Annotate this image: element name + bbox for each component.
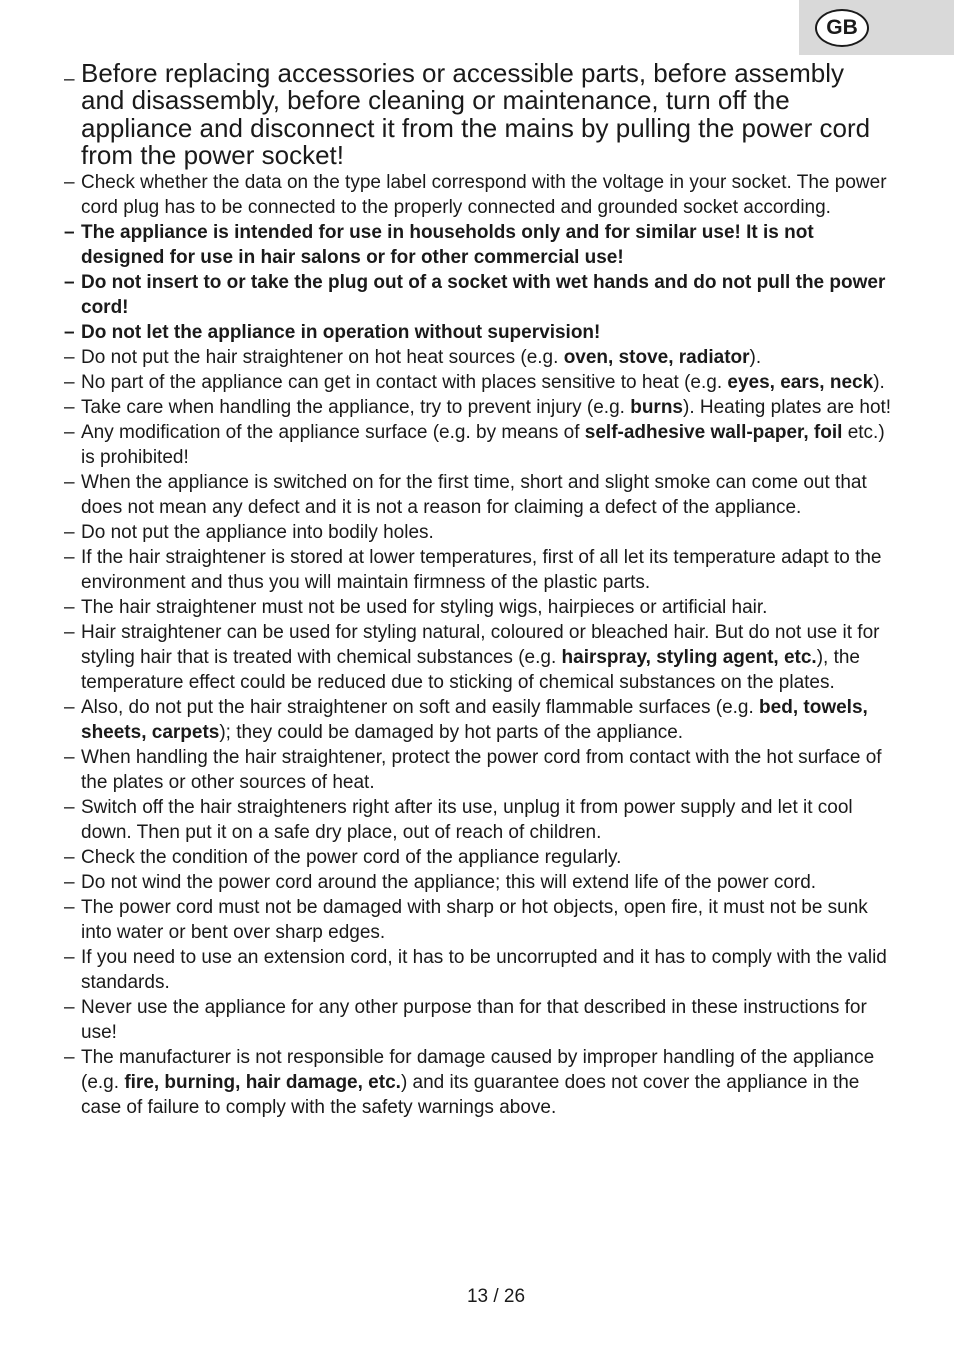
item-text: The power cord must not be damaged with sharp or hot objects, open fire, it must not be sunk into water or bent over sharp edges. <box>81 897 868 944</box>
list-item <box>64 845 892 870</box>
bullet-dash: – <box>64 697 75 719</box>
item-text: Do not put the appliance into bodily holes. <box>81 522 434 544</box>
list-item <box>64 545 892 595</box>
item-emphasis: fire, burning, hair damage, etc. <box>124 1072 401 1094</box>
item-emphasis: hairspray, styling agent, etc. <box>561 647 817 669</box>
list-item <box>64 795 892 845</box>
bullet-dash: – <box>64 372 75 394</box>
bullet-dash: – <box>64 347 75 369</box>
bullet-dash: – <box>64 897 75 919</box>
item-text: The hair straightener must not be used for styling wigs, hairpieces or artificial hair. <box>81 597 768 619</box>
list-item <box>64 420 892 470</box>
item-text: ). Heating plates are hot! <box>683 397 892 419</box>
page-number: 13 / 26 <box>466 1286 526 1307</box>
item-emphasis: eyes, ears, neck <box>727 372 874 394</box>
item-text: The manufacturer is not responsible for damage caused by improper handling of the appliance (e.g. <box>81 1047 875 1094</box>
item-text: ), the temperature effect could be reduced due to sticking of chemical substances on the plates. <box>81 647 861 694</box>
item-emphasis: oven, stove, radiator <box>563 347 750 369</box>
item-text: Also, do not put the hair straightener on soft and easily flammable surfaces (e.g. <box>81 697 760 719</box>
item-text: If the hair straightener is stored at lower temperatures, first of all let its temperature adapt to the environment and thus you will maintain firmness of the plastic parts. <box>81 547 882 594</box>
list-item <box>64 745 892 795</box>
item-text: Any modification of the appliance surface (e.g. by means of <box>81 422 585 444</box>
item-text: Do not let the appliance in operation without supervision! <box>81 322 601 344</box>
list-item <box>64 895 892 945</box>
item-text: If you need to use an extension cord, it has to be uncorrupted and it has to comply with the valid standards. <box>81 947 887 994</box>
bullet-dash: – <box>64 797 75 819</box>
bullet-dash: – <box>64 472 75 494</box>
item-text: Do not put the hair straightener on hot heat sources (e.g. <box>81 347 564 369</box>
bullet-dash: – <box>64 422 75 444</box>
bullet-dash: – <box>64 69 75 90</box>
item-text: ) and its guarantee does not cover the appliance in the case of failure to comply with the safety warnings above. <box>81 1072 860 1119</box>
list-item <box>64 1045 892 1120</box>
bullet-dash: – <box>64 322 75 344</box>
list-item <box>64 60 892 170</box>
item-text: Never use the appliance for any other purpose than for that described in these instructions for use! <box>81 997 867 1044</box>
list-item <box>64 595 892 620</box>
item-text: Check the condition of the power cord of the appliance regularly. <box>81 847 622 869</box>
bullet-dash: – <box>64 222 75 244</box>
bullet-dash: – <box>64 622 75 644</box>
bullet-dash: – <box>64 172 75 194</box>
item-text: ). <box>749 347 762 369</box>
item-text: When the appliance is switched on for the first time, short and slight smoke can come out that does not mean any defect and it is not a reason for claiming a defect of the appliance. <box>81 472 867 519</box>
list-item <box>64 695 892 745</box>
bullet-dash: – <box>64 597 75 619</box>
bullet-dash: – <box>64 847 75 869</box>
bullet-dash: – <box>64 872 75 894</box>
item-text: Check whether the data on the type label correspond with the voltage in your socket. The power cord plug has to be connected to the properly connected and grounded socket according. <box>81 172 887 219</box>
item-text: ); they could be damaged by hot parts of the appliance. <box>219 722 684 744</box>
bullet-dash: – <box>64 397 75 419</box>
list-item <box>64 370 892 395</box>
item-text: Before replacing accessories or accessible parts, before assembly and disassembly, before cleaning or maintenance, turn off the appliance and disconnect it from the mains by pulling the power cord from the power socket! <box>81 58 871 170</box>
list-item <box>64 945 892 995</box>
list-item <box>64 345 892 370</box>
item-text: Switch off the hair straighteners right after its use, unplug it from power supply and let it cool down. Then put it on a safe dry place, out of reach of children. <box>81 797 853 844</box>
list-item <box>64 320 892 345</box>
list-item <box>64 995 892 1045</box>
item-emphasis: bed, towels, sheets, carpets <box>81 697 868 744</box>
item-text: When handling the hair straightener, protect the power cord from contact with the hot surface of the plates or other sources of heat. <box>81 747 882 794</box>
item-text: etc.) is prohibited! <box>81 422 885 469</box>
list-item <box>64 170 892 220</box>
language-badge: GB <box>815 9 869 47</box>
list-item <box>64 270 892 320</box>
language-tab <box>799 0 954 55</box>
list-item <box>64 395 892 420</box>
bullet-dash: – <box>64 747 75 769</box>
bullet-dash: – <box>64 1047 75 1069</box>
list-item <box>64 470 892 520</box>
list-item <box>64 870 892 895</box>
list-item <box>64 220 892 270</box>
item-text: Take care when handling the appliance, try to prevent injury (e.g. <box>81 397 631 419</box>
item-emphasis: burns <box>630 397 683 419</box>
bullet-dash: – <box>64 522 75 544</box>
item-text: No part of the appliance can get in contact with places sensitive to heat (e.g. <box>81 372 728 394</box>
item-text: Do not wind the power cord around the appliance; this will extend life of the power cord. <box>81 872 817 894</box>
bullet-dash: – <box>64 272 75 294</box>
safety-warnings-list <box>64 60 892 1120</box>
item-text: Hair straightener can be used for styling natural, coloured or bleached hair. But do not use it for styling hair that is treated with chemical substances (e.g. <box>81 622 880 669</box>
bullet-dash: – <box>64 997 75 1019</box>
item-text: ). <box>873 372 885 394</box>
item-text: Do not insert to or take the plug out of a socket with wet hands and do not pull the power cord! <box>81 272 886 319</box>
list-item <box>64 620 892 695</box>
item-emphasis: self-adhesive wall-paper, foil <box>584 422 843 444</box>
item-text: The appliance is intended for use in households only and for similar use! It is not designed for use in hair salons or for other commercial use! <box>81 222 814 269</box>
bullet-dash: – <box>64 547 75 569</box>
list-item <box>64 520 892 545</box>
bullet-dash: – <box>64 947 75 969</box>
